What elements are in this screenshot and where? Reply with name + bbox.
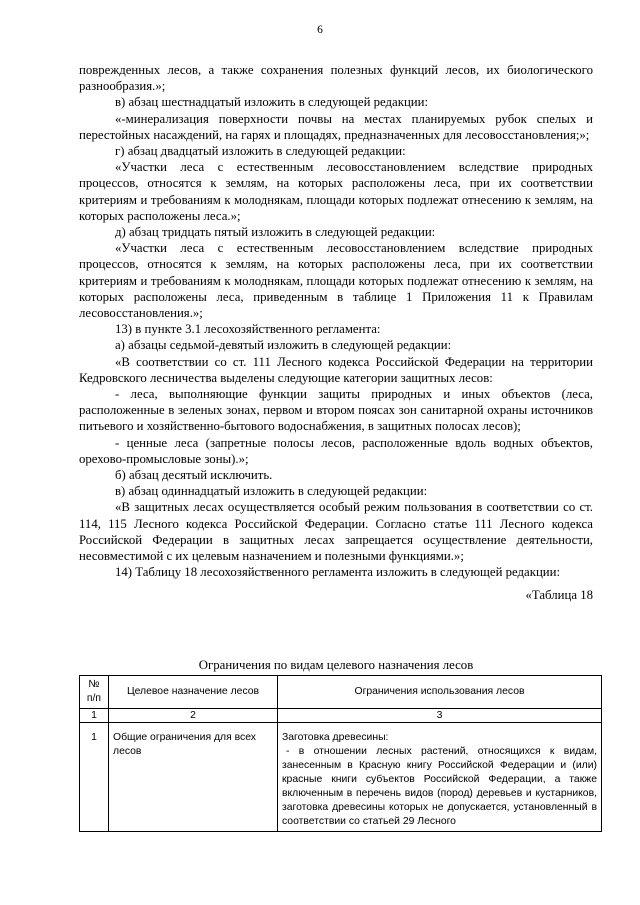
paragraph: в) абзац одиннадцатый изложить в следующей редакции: <box>115 484 428 499</box>
row-purpose: Общие ограничения для всех лесов <box>109 723 278 832</box>
paragraph: «В защитных лесах осуществляется особый режим пользования в соответствии со ст. 114, 115 Лесного кодекса Российской Федерации. Согласно статье 111 Лесного кодекса Российской Федерации в защитных лесах запрещается осуществление деятельности, несовместимой с их целевым назначением и полезными функциями.»; <box>79 500 593 564</box>
header-restrictions: Ограничения использования лесов <box>278 676 602 709</box>
restriction-text: - в отношении лесных растений, относящихся к видам, занесенным в Красную книгу Российской Федерации и (или) красные книги субъектов Российской Федерации, а также включенным в перечень видов (пород) деревьев и кустарников, заготовка древесины которых не допускается, установленный в соответствии со статьей 29 Лесного <box>282 746 597 827</box>
col-number: 2 <box>109 709 278 723</box>
paragraph: б) абзац десятый исключить. <box>115 468 273 483</box>
col-number: 3 <box>278 709 602 723</box>
paragraph: - ценные леса (запретные полосы лесов, расположенные вдоль водных объектов, орехово-промысловые зоны).»; <box>79 435 593 466</box>
page-number: 6 <box>317 24 323 36</box>
paragraph: - леса, выполняющие функции защиты природных и иных объектов (леса, расположенные в зеленых зонах, первом и втором поясах зон санитарной охраны источников питьевого и хозяйственно-бытового водоснабжения, в защитных полосах лесов); <box>79 387 593 434</box>
col-number: 1 <box>80 709 109 723</box>
paragraph: а) абзацы седьмой-девятый изложить в следующей редакции: <box>115 338 452 353</box>
restriction-title: Заготовка древесины: <box>282 732 389 743</box>
paragraph: 14) Таблицу 18 лесохозяйственного регламента изложить в следующей редакции: <box>115 565 561 580</box>
paragraph: г) абзац двадцатый изложить в следующей редакции: <box>115 144 406 159</box>
paragraph: поврежденных лесов, а также сохранения полезных функций лесов, их биологического разнообразия.»; <box>79 63 593 94</box>
paragraph: «-минерализация поверхности почвы на местах планируемых рубок спелых и перестойных насаждений, на гарях и площадях, предназначенных для лесовосстановления;»; <box>79 111 593 142</box>
paragraph: д) абзац тридцать пятый изложить в следующей редакции: <box>115 225 436 240</box>
header-num: № п/п <box>80 676 109 709</box>
column-number-row <box>80 709 602 723</box>
table-header-row <box>80 676 602 709</box>
header-purpose: Целевое назначение лесов <box>109 676 278 709</box>
row-restrictions <box>278 723 602 832</box>
paragraph: «Участки леса с естественным лесовосстановлением вследствие природных процессов, относятся к землям, на которых расположены леса, при их соответствии критериям и требованиям к молоднякам, площади которых подлежат отнесению к землям, на которых расположены леса, приведенным в таблице 1 Приложения 11 к Правилам лесовосстановления.»; <box>79 241 593 321</box>
paragraph: «В соответствии со ст. 111 Лесного кодекса Российской Федерации на территории Кедровского лесничества выделены следующие категории защитных лесов: <box>79 354 593 385</box>
document-body <box>79 62 593 603</box>
paragraph: в) абзац шестнадцатый изложить в следующей редакции: <box>115 95 429 110</box>
table-title: Ограничения по видам целевого назначения лесов <box>198 658 474 672</box>
table-row <box>80 723 602 832</box>
paragraph: «Таблица 18 <box>525 587 593 602</box>
paragraph: «Участки леса с естественным лесовосстановлением вследствие природных процессов, относятся к землям, на которых расположены леса, при их соответствии критериям и требованиям к молоднякам, площади которых подлежат отнесению к землям, на которых расположены леса.»; <box>79 160 593 223</box>
row-number: 1 <box>80 723 109 832</box>
restrictions-table <box>79 675 602 832</box>
paragraph: 13) в пункте 3.1 лесохозяйственного регламента: <box>115 322 381 337</box>
